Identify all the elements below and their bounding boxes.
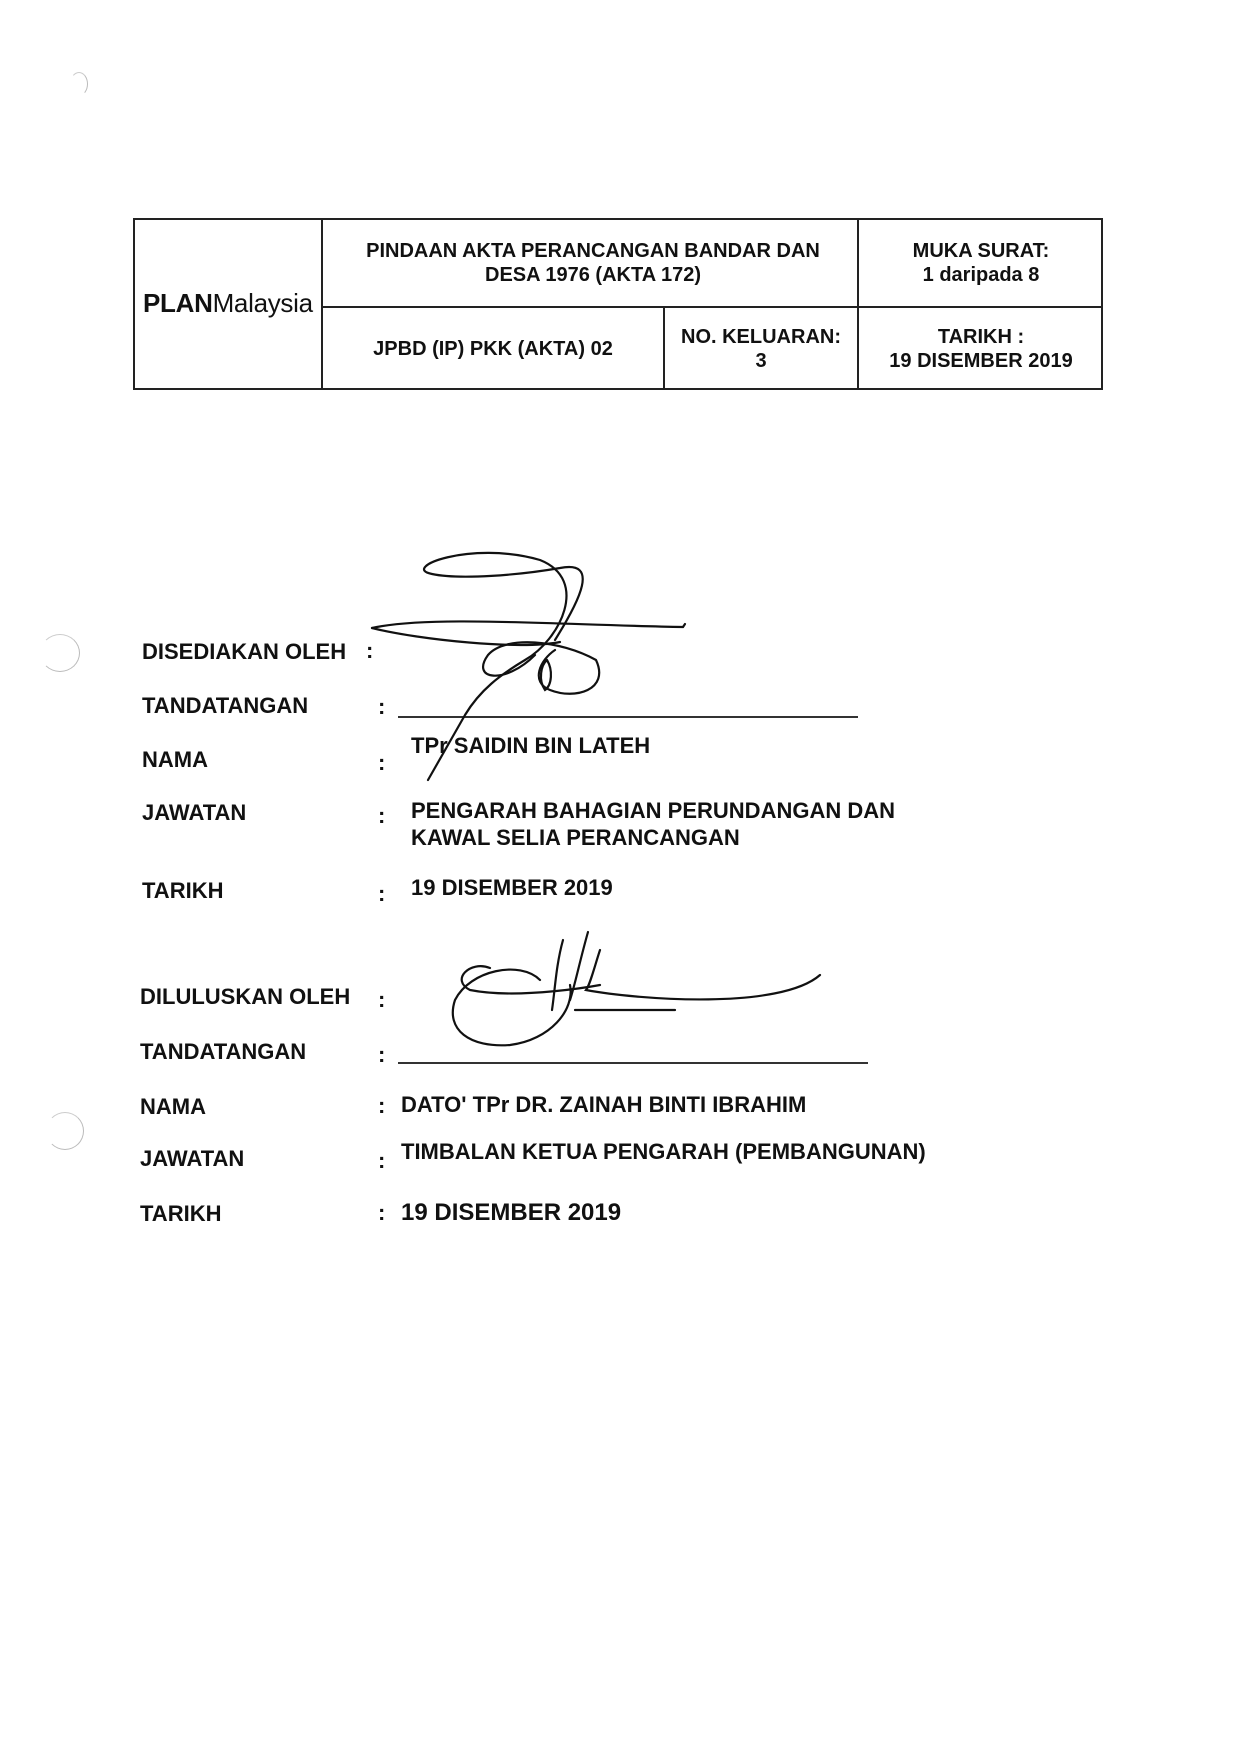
approved-name-value: DATO' TPr DR. ZAINAH BINTI IBRAHIM [401,1092,807,1117]
punch-hole-mark [70,72,88,96]
colon: : [378,694,386,719]
prepared-name-label: NAMA [142,747,208,772]
approved-signature-label: TANDATANGAN [140,1039,307,1064]
prepared-position-label: JAWATAN [142,800,247,825]
prepared-position-line2: KAWAL SELIA PERANCANGAN [411,825,740,850]
prepared-name-value: TPr SAIDIN BIN LATEH [411,733,651,758]
approved-position-label: JAWATAN [140,1146,245,1171]
issue-number-value: 3 [755,350,767,372]
prepared-date-label: TARIKH [142,878,224,903]
issue-date-value: 19 DISEMBER 2019 [889,350,1073,372]
prepared-date-value: 19 DISEMBER 2019 [411,875,613,900]
colon: : [378,1200,386,1225]
colon: : [378,1093,386,1118]
approved-by-heading: DILULUSKAN OLEH [140,984,351,1009]
colon: : [378,750,386,775]
colon: : [366,638,374,663]
approved-date-label: TARIKH [140,1201,222,1226]
colon: : [378,803,386,828]
approved-position-value: TIMBALAN KETUA PENGARAH (PEMBANGUNAN) [401,1139,926,1164]
prepared-signature-label: TANDATANGAN [142,693,309,718]
punch-hole-mark [40,634,80,672]
planmalaysia-logo: PLANMalaysia [143,288,313,318]
prepared-by-heading: DISEDIAKAN OLEH [142,639,347,664]
punch-hole-mark [46,1112,84,1150]
issue-number-label: NO. KELUARAN: [681,326,841,348]
colon: : [378,1042,386,1067]
approved-date-value: 19 DISEMBER 2019 [401,1199,622,1226]
colon: : [378,987,386,1012]
page-number-value: 1 daripada 8 [922,264,1040,286]
colon: : [378,1148,386,1173]
page-number-label: MUKA SURAT: [912,240,1050,262]
document-reference: JPBD (IP) PKK (AKTA) 02 [373,338,613,360]
prepared-position-line1: PENGARAH BAHAGIAN PERUNDANGAN DAN [411,798,896,823]
approved-name-label: NAMA [140,1094,206,1119]
issue-date-label: TARIKH : [937,326,1025,348]
document-title: PINDAAN AKTA PERANCANGAN BANDAR DAN DESA 1976 (AKTA 172) [366,240,820,286]
colon: : [378,881,386,906]
